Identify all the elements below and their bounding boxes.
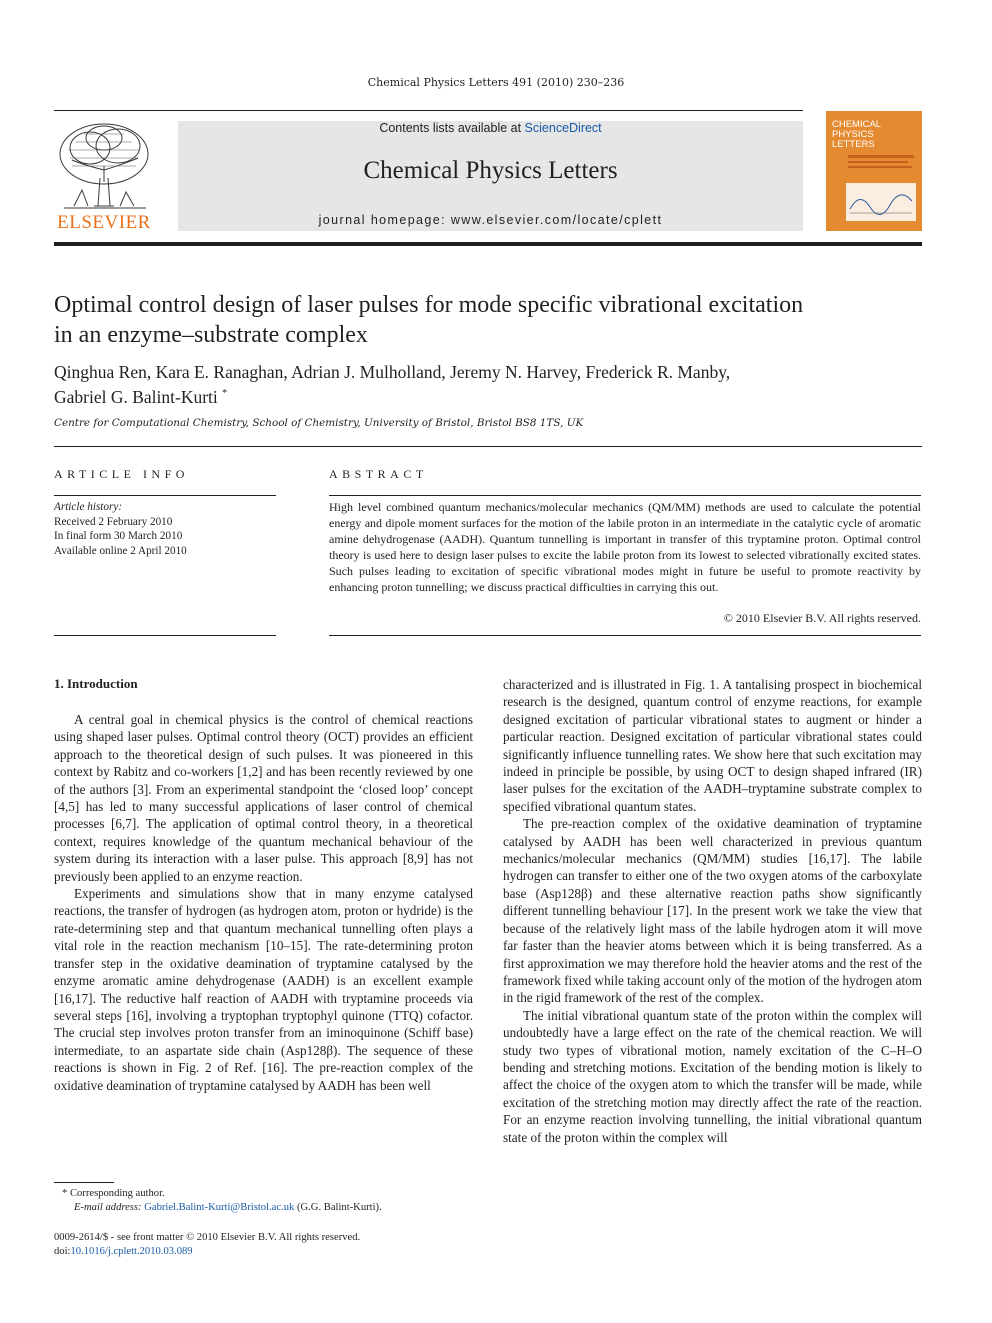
abstract-heading: ABSTRACT xyxy=(329,467,428,481)
abstract-copyright: © 2010 Elsevier B.V. All rights reserved. xyxy=(723,611,921,625)
history-label: Article history: xyxy=(54,501,123,513)
article-info-rule xyxy=(54,495,276,496)
email-suffix: (G.G. Balint-Kurti). xyxy=(294,1201,382,1213)
affiliation-rule xyxy=(54,446,922,447)
header-top-rule xyxy=(54,110,803,111)
paragraph: A central goal in chemical physics is the control of chemical reactions using shaped laser pulses. Optimal control theory (OCT) provides an efficient approach to the theoretical design of such pulses. It was pioneered in this context by Rabitz and co-workers [1,2] and has been recently reviewed by one of the authors [3]. From an experimental standpoint the ‘closed loop’ concept [4,5] has led to many successful applications of laser control of chemical processes [6,7]. The application of optimal control theory, in a theoretical context, requires knowledge of the quantum mechanical behaviour of the system during its interaction with a laser pulse. This approach [8,9] has not previously been applied to an enzyme reaction. xyxy=(54,712,473,884)
abstract-rule xyxy=(329,495,921,496)
sciencedirect-link[interactable]: ScienceDirect xyxy=(524,121,602,135)
contents-prefix: Contents lists available at xyxy=(379,121,525,135)
doi-label: doi: xyxy=(54,1245,71,1257)
article-info-bottom-rule xyxy=(54,635,276,636)
paragraph: The initial vibrational quantum state of the proton within the complex will undoubtedly have a large effect on the rate of the chemical reaction. We will study two types of vibrational motion, namely excitation of the C–H–O bending and stretching motions. Excitation of the bending motion is likely to affect the choice of the oxygen atom to which the transfer will be made, while excitation of the stretching motion may directly affect the rate of the reaction. For an enzyme reaction involving tunnelling, the initial vibrational quantum state of the proton within the complex will xyxy=(503,1007,922,1145)
homepage-prefix: journal homepage: xyxy=(318,213,451,227)
paragraph: characterized and is illustrated in Fig. 1. A tantalising prospect in biochemical research is the designed, quantum control of enzyme reactions, for example designed excitation of particular vibrational states to augment or hinder a particular reaction. Designed excitation of particular vibrational states could significantly influence tunnelling rates. We show here that such excitation may indeed in principle be possible, by using OCT to design shaped infrared (IR) laser pulses for the excitation of the AADH–tryptamine substrate complex to specified vibrational quantum states. xyxy=(503,677,922,814)
journal-homepage xyxy=(178,213,803,227)
title-line-1: Optimal control design of laser pulses for mode specific vibrational excitation xyxy=(54,292,804,318)
doi-link[interactable]: 10.1016/j.cplett.2010.03.089 xyxy=(70,1245,193,1257)
article-title xyxy=(54,290,934,350)
contents-line xyxy=(178,121,803,135)
cover-line-2: PHYSICS xyxy=(832,129,874,140)
affiliation: Centre for Computational Chemistry, School of Chemistry, University of Bristol, Bristol BS8 1TS, UK xyxy=(54,417,584,429)
history-online: Available online 2 April 2010 xyxy=(54,544,187,557)
corresponding-author-note: * Corresponding author. xyxy=(62,1188,165,1199)
abstract-text: High level combined quantum mechanics/molecular mechanics (QM/MM) methods are used to calculate the potential energy and dipole moment surfaces for the motion of the labile proton in an intermediate in the catalytic cycle of aromatic amine dehydrogenase (AADH). Quantum tunnelling is important in transfer of this tryptamine proton. Optimal control theory is used here to design laser pulses to excite the labile proton from its lowest to selected vibrationally excited states. Such pulses leading to excitation of specific vibrational modes might in future be useful to promote reactivity by enhancing proton tunnelling; we discuss practical difficulties in carrying this out. xyxy=(329,500,921,594)
article-info-heading: ARTICLE INFO xyxy=(54,467,189,481)
front-matter xyxy=(54,1231,494,1258)
history-final: In final form 30 March 2010 xyxy=(54,530,183,542)
right-column xyxy=(503,676,922,1146)
author-list xyxy=(54,362,934,408)
running-head: Chemical Physics Letters 491 (2010) 230–236 xyxy=(367,76,625,89)
section-heading-introduction: 1. Introduction xyxy=(54,676,138,691)
authors-line-2 xyxy=(54,383,934,408)
paragraph: The pre-reaction complex of the oxidative deamination of tryptamine catalysed by AADH has been well characterized in previous quantum mechanics/molecular mechanics (QM/MM) studies [16,17]. The labile hydrogen can transfer to either one of the two oxygen atoms of the carboxylate base (Asp128β) and these alternative reaction paths show significantly different tunnelling behaviour [17]. In the present work we take the view that because of the relatively light mass of the labile hydrogen atom it will move far faster than the heavier atoms between which it is being transferred. As a first approximation we may therefore hold the heavier atoms and the rest of the framework fixed while taking account only of the motion of the hydrogen atom in the rigid framework of the rest of the complex. xyxy=(503,816,922,1006)
homepage-url[interactable]: www.elsevier.com/locate/cplett xyxy=(450,213,663,227)
footnote-rule xyxy=(54,1182,114,1183)
author-last: Gabriel G. Balint-Kurti xyxy=(54,386,218,407)
paragraph: Experiments and simulations show that in many enzyme catalysed reactions, the transfer of hydrogen (as hydrogen atom, proton or hydride) is the rate-determining step and that quantum mechanical tunnelling often plays a vital role in the reaction mechanism [10–15]. The rate-determining proton transfer step in the oxidative deamination of tryptamine catalysed by the enzyme aromatic amine dehydrogenase (AADH) is an excellent example [16,17]. The reductive half reaction of AADH with tryptamine proceeds via several steps [16], involving a tryptophan tryptophyl quinone (TTQ) cofactor. The crucial step involves proton transfer from an iminoquinone (Schiff base) intermediate, to an aspartate side chain (Asp128β). The sequence of these reactions is shown in Fig. 2 of Ref. [16]. The pre-reaction complex of the oxidative deamination of tryptamine catalysed by AADH has been well xyxy=(54,886,473,1093)
left-column xyxy=(54,711,473,1094)
cover-line-1: CHEMICAL xyxy=(832,119,882,130)
email-line xyxy=(62,1201,482,1215)
doi-line xyxy=(54,1245,494,1259)
corresponding-footnote xyxy=(62,1187,482,1214)
authors-line-1: Qinghua Ren, Kara E. Ranaghan, Adrian J. Mulholland, Jeremy N. Harvey, Frederick R. Manby, xyxy=(54,362,731,382)
journal-title: Chemical Physics Letters xyxy=(363,157,618,184)
header-bottom-rule xyxy=(54,242,922,246)
email-link[interactable]: Gabriel.Balint-Kurti@Bristol.ac.uk xyxy=(144,1201,295,1213)
title-line-2: in an enzyme–substrate complex xyxy=(54,322,368,348)
cover-title xyxy=(832,120,881,150)
history-received: Received 2 February 2010 xyxy=(54,515,173,528)
email-label: E-mail address: xyxy=(74,1201,145,1213)
elsevier-wordmark: ELSEVIER xyxy=(57,212,151,233)
cover-line-3: LETTERS xyxy=(832,139,875,150)
corresponding-mark[interactable]: * xyxy=(222,388,228,399)
abstract-bottom-rule xyxy=(329,635,921,636)
article-history xyxy=(54,500,276,558)
issn-line: 0009-2614/$ - see front matter © 2010 Elsevier B.V. All rights reserved. xyxy=(54,1232,361,1243)
